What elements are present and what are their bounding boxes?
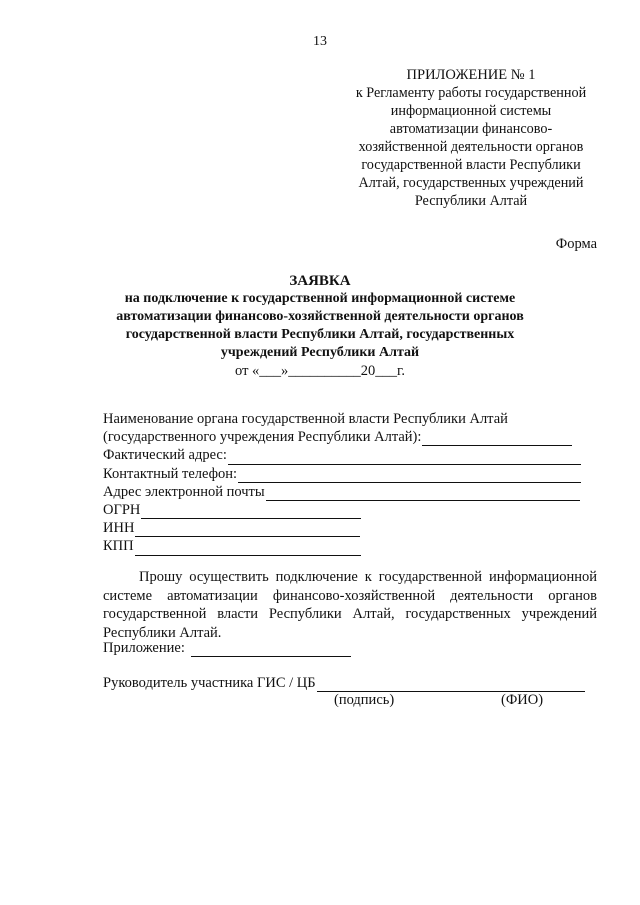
form-fields	[103, 410, 581, 556]
appendix-heading: ПРИЛОЖЕНИЕ № 1	[406, 67, 536, 83]
signature-row	[103, 675, 585, 692]
appendix-line: к Регламенту работы государственной	[355, 85, 587, 101]
actual-address-field[interactable]	[228, 450, 581, 465]
title-line: учреждений Республики Алтай	[220, 345, 420, 360]
ogrn-field[interactable]	[141, 504, 361, 519]
kpp-label: КПП	[103, 538, 134, 555]
appendix-block	[338, 66, 604, 210]
appendix-line: информационной системы	[390, 103, 552, 119]
appendix-line: хозяйственной деятельности органов	[358, 139, 584, 155]
appendix-line: автоматизации финансово-	[389, 121, 553, 137]
org-name-field[interactable]	[422, 431, 572, 446]
form-label: Форма	[555, 236, 597, 252]
attachment-row	[103, 640, 351, 657]
org-name-label: Наименование органа государственной власти Республики Алтай	[103, 411, 508, 427]
page-number: 13	[313, 34, 327, 49]
kpp-field[interactable]	[135, 541, 361, 556]
title-line: автоматизации финансово-хозяйственной деятельности органов	[116, 309, 524, 324]
request-paragraph	[103, 568, 597, 642]
email-field[interactable]	[266, 486, 580, 501]
title-line: государственной власти Республики Алтай, государственных	[125, 327, 515, 342]
request-text: Прошу осуществить подключение к государственной информационной системе автоматизации финансово-хозяйственной деятельности органов государственной власти Республики Алтай, государственных учреждений Республики Алтай.	[103, 569, 597, 641]
title-line: на подключение к государственной информационной системе	[124, 291, 516, 306]
appendix-line: государственной власти Республики	[361, 157, 581, 173]
appendix-line: Республики Алтай	[414, 193, 528, 209]
appendix-line: Алтай, государственных учреждений	[358, 175, 584, 191]
phone-field[interactable]	[238, 468, 581, 483]
document-title	[90, 272, 550, 380]
name-hint: (ФИО)	[501, 692, 544, 708]
date-line: от «___»__________20___г.	[235, 363, 405, 379]
inn-field[interactable]	[135, 522, 360, 537]
attachment-field[interactable]	[191, 642, 351, 657]
attachment-label: Приложение:	[103, 640, 185, 656]
org-name-label-2: (государственного учреждения Республики Алтай):	[103, 429, 422, 446]
actual-address-label: Фактический адрес:	[103, 447, 227, 464]
ogrn-label: ОГРН	[103, 502, 141, 519]
signature-hint: (подпись)	[334, 692, 395, 708]
title-main: ЗАЯВКА	[289, 273, 351, 289]
signature-label: Руководитель участника ГИС / ЦБ	[103, 675, 316, 691]
inn-label: ИНН	[103, 520, 135, 537]
email-label: Адрес электронной почты	[103, 483, 265, 500]
signature-field[interactable]	[317, 677, 585, 692]
phone-label: Контактный телефон:	[103, 465, 238, 482]
